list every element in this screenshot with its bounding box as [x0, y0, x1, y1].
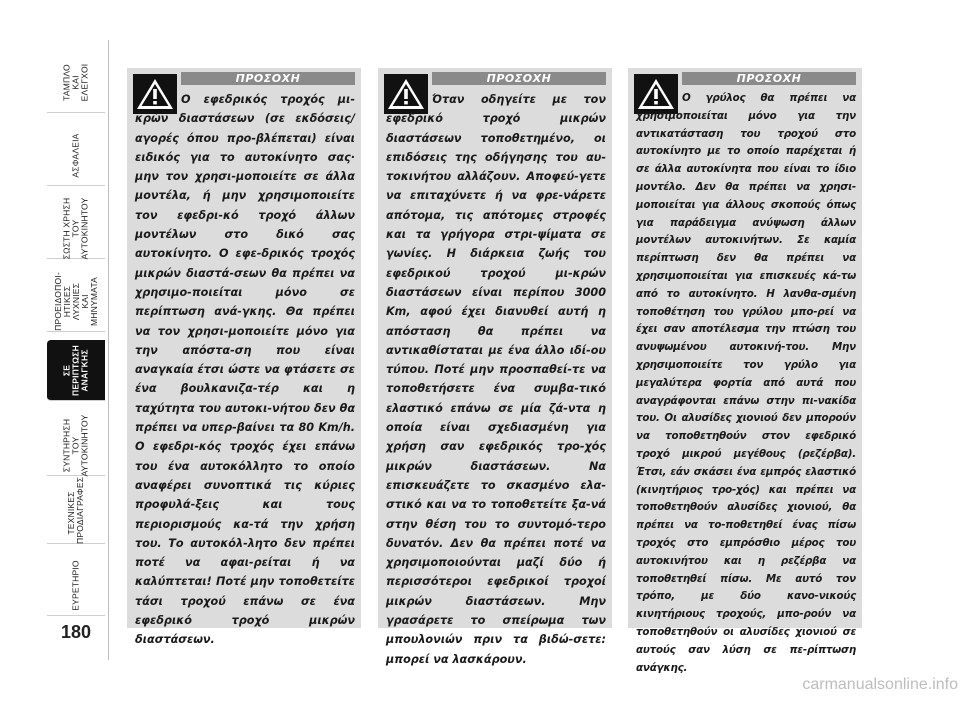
nav-item-label: ΠΡΟΕΙΔΟΠΟΙ- ΗΤΙΚΕΣ ΛΥΧΝΙΕΣ ΚΑΙ ΜΗΝΥΜΑΤΑ	[52, 271, 99, 331]
warning-box-spare-wheel	[127, 68, 361, 647]
nav-item-label: ΤΑΜΠΛΟ ΚΑΙ ΕΛΕΓΧΟΙ	[61, 63, 90, 101]
warning-header: ΠΡΟΣΟΧΗ	[181, 72, 355, 85]
warning-text: Όταν οδηγείτε με τον εφεδρικό τροχό μικρών διαστάσεων τοποθετημένο, οι επιδόσεις της οδήγησης του αυ-τοκινήτου αλλάζουν. Αποφεύ-γετε να επιταχύνετε ή να φρε-νάρετε απότομα, τις απότομες στροφές και τα γρήγορα στρι-ψίματα σε γωνίες. Η διάρκεια ζωής του εφεδρικού τροχού μι-κρών διαστάσεων είναι περίπου 3000 Km, αφού έχει διανυθεί αυτή η απόσταση θα πρέπει να αντικαθίσταται με ένα άλλο ιδί-ου τύπου. Ποτέ μην προσπαθεί-τε να τοποθετήσετε ένα συμβα-τικό ελαστικό επάνω σε μία ζά-ντα η οποία είναι σχεδιασμένη για χρήση σαν εφεδρικός τρο-χός μικρών διαστάσεων. Να επισκευάζετε το σκασμένο ελα-στικό και να το τοποθετείτε ξα-νά στην θέση του το συντομό-τερο δυνατόν. Δεν θα πρέπει ποτέ να χρησιμοποιούνται μαζί δύο ή περισσότεροι εφεδρικοί τροχοί μικρών διαστάσεων. Μην γρασάρετε το σπείρωμα των μπουλονιών πριν τα βιδώ-σετε: μπορεί να λασκάρουν.	[386, 93, 606, 666]
nav-item-safety[interactable]	[47, 125, 105, 186]
watermark: carmanualsonline.info	[802, 676, 958, 693]
nav-item-emergency[interactable]	[47, 340, 105, 401]
warning-text: Ο γρύλος θα πρέπει να χρησιμοποιείται μόνο για την αντικατάσταση του τροχού στο αυτοκίνητο με το οποίο παρέχεται ή σε άλλα αυτοκίνητα που είναι το ίδιο μοντέλο. Δεν θα πρέπει να χρησι-μοποιείται για άλλους σκοπούς όπως για παράδειγμα ανύψωση άλλων μοντέλων αυτοκινήτων. Σε καμία περίπτωση δεν θα πρέπει να χρησιμοποιείται για επισκευές κά-τω από το αυτοκίνητο. Η λανθα-σμένη τοποθέτηση του γρύλου μπο-ρεί να έχει σαν αποτέλεσμα την πτώση του ανυψωμένου αυτοκινή-του. Μην χρησιμοποιείτε τον γρύλο για μεγαλύτερα φορτία από αυτά που αναγράφονται επάνω στην πι-νακίδα του. Οι αλυσίδες χιονιού δεν μπορούν να τοποθετηθούν στον εφεδρικό τροχό μικρού μεγέθους (ρεζέρβα). Έτσι, εάν σκάσει ένα εμπρός ελαστικό (κινητήριος τρο-χός) και πρέπει να τοποθετηθούν αλυσίδες χιονιού, θα πρέπει να το-ποθετηθεί ένας πίσω τροχός στο εμπρόσθιο μέρος του αυτοκινήτου και η ρεζέρβα να τοποθετηθεί πίσω. Με αυτό τον τρόπο, με δύο κανο-νικούς κινητήριους τροχούς, μπο-ρούν να τοποθετηθούν οι αλυσίδες χιονιού σε αυτούς σαν λύση σε πε-ρίπτωση ανάγκης.	[636, 92, 856, 674]
nav-item-label: ΣΕ ΠΕΡΙΠΤΩΣΗ ΑΝΑΓΚΗΣ	[61, 344, 90, 396]
warning-header: ΠΡΟΣΟΧΗ	[432, 72, 606, 85]
warning-header: ΠΡΟΣΟΧΗ	[682, 72, 856, 85]
warning-text: Ο εφεδρικός τροχός μι-κρών διαστάσεων (σε εκδόσεις/αγορές όπου προ-βλέπεται) είναι ειδικός για το αυτοκίνητο σας· μην τον χρησι-μοποιείτε σε άλλα μοντέλα, ή μην χρησιμοποιείτε τον εφεδρι-κό τροχό άλλων μοντέλων στο δικό σας αυτοκίνητο. Ο εφε-δρικός τροχός μικρών διαστά-σεων θα πρέπει να χρησιμο-ποιείται μόνο σε περίπτωση ανά-γκης. Θα πρέπει να τον χρησι-μοποιείτε μόνο για την απόστα-ση που είναι αναγκαία έτσι ώστε να φτάσετε σε ένα βουλκανιζα-τέρ και η ταχύτητα του αυτοκι-νήτου δεν θα πρέπει να υπερ-βαίνει τα 80 Km/h. Ο εφεδρι-κός τροχός έχει επάνω του ένα αυτοκόλλητο το οποίο αναφέρει συνοπτικά τις κύριες προφυλά-ξεις και τους περιορισμούς κα-τά την χρήση του. Το αυτοκόλ-λητο δεν πρέπει ποτέ να αφαι-ρείται ή να καλύπτεται! Ποτέ μην τοποθετείτε τάσι τροχού επάνω σε ένα εφεδρικό τροχό μικρών διαστάσεων.	[135, 93, 355, 647]
nav-item-correct-use[interactable]	[47, 198, 105, 259]
nav-item-index[interactable]	[47, 555, 105, 616]
nav-item-label: ΤΕΧΝΙΚΕΣ ΠΡΟΔΙΑΓΡΑΦΕΣ	[66, 476, 85, 544]
nav-item-label: ΣΥΝΤΗΡΗΣΗ ΤΟΥ ΑΥΤΟΚΙΝΗΤΟΥ	[61, 414, 90, 476]
warning-box-jack	[628, 68, 862, 674]
chapter-nav	[0, 0, 110, 702]
nav-item-label: ΕΥΡΕΤΗΡΙΟ	[70, 559, 81, 611]
nav-item-label: ΑΣΦΑΛΕΙΑ	[70, 132, 81, 178]
nav-divider-line	[108, 40, 109, 660]
nav-item-maintenance[interactable]	[47, 415, 105, 476]
nav-item-dashboard[interactable]	[47, 52, 105, 113]
nav-item-warning-lights[interactable]	[47, 271, 105, 332]
nav-item-label: ΣΩΣΤΗ ΧΡΗΣΗ ΤΟΥ ΑΥΤΟΚΙΝΗΤΟΥ	[61, 197, 90, 259]
warning-box-driving-with-spare	[378, 68, 612, 666]
page-number: 180	[60, 622, 92, 642]
nav-item-specifications[interactable]	[47, 476, 105, 544]
